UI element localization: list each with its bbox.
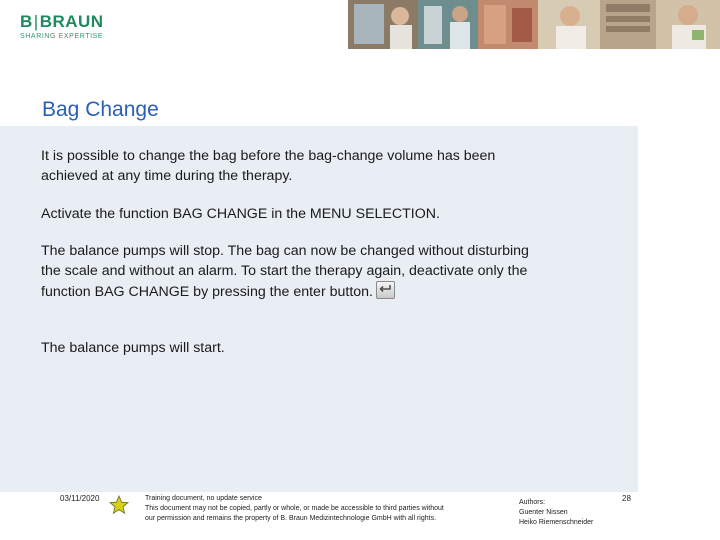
paragraph-balance-pumps-stop [41, 241, 541, 302]
logo-tagline: SHARING EXPERTISE [20, 33, 104, 40]
paragraph-text: The balance pumps will stop. The bag can now be changed without disturbing the scale and without an alarm. To start the therapy again, deactivate only the function BAG CHANGE by pressing the enter button. [41, 243, 529, 300]
paragraph-activate-function: Activate the function BAG CHANGE in the MENU SELECTION. [41, 206, 440, 222]
footer-notice-line: This document may not be copied, partly or whole, or made be accessible to third parties without [145, 505, 444, 512]
page-number: 28 [622, 494, 631, 503]
footer-authors [519, 498, 593, 528]
footer-date: 03/11/2020 [60, 494, 100, 503]
logo-divider: | [33, 12, 39, 31]
paragraph-balance-pumps-start: The balance pumps will start. [41, 340, 225, 356]
header-photos-image [348, 0, 720, 49]
company-logo [20, 12, 104, 40]
author-name: Heiko Riemenschneider [519, 519, 594, 526]
logo-wordmark [20, 12, 104, 32]
footer-notice [145, 494, 495, 524]
slide-title: Bag Change [42, 98, 159, 121]
logo-letter: B [20, 12, 33, 31]
header-photo-strip [348, 0, 720, 49]
paragraph-bag-change-intro: It is possible to change the bag before the bag-change volume has been achieved at any time during the therapy. [41, 148, 496, 184]
logo-brand-name: BRAUN [39, 12, 104, 31]
footer-notice-line: our permission and remains the property of B. Braun Medizintechnologie GmbH with all rights. [145, 515, 437, 522]
author-name: Guenter Nissen [519, 509, 568, 516]
enter-key-icon [376, 281, 395, 299]
star-icon [109, 495, 129, 520]
footer-notice-line: Training document, no update service [145, 495, 262, 502]
authors-label: Authors: [519, 499, 546, 506]
